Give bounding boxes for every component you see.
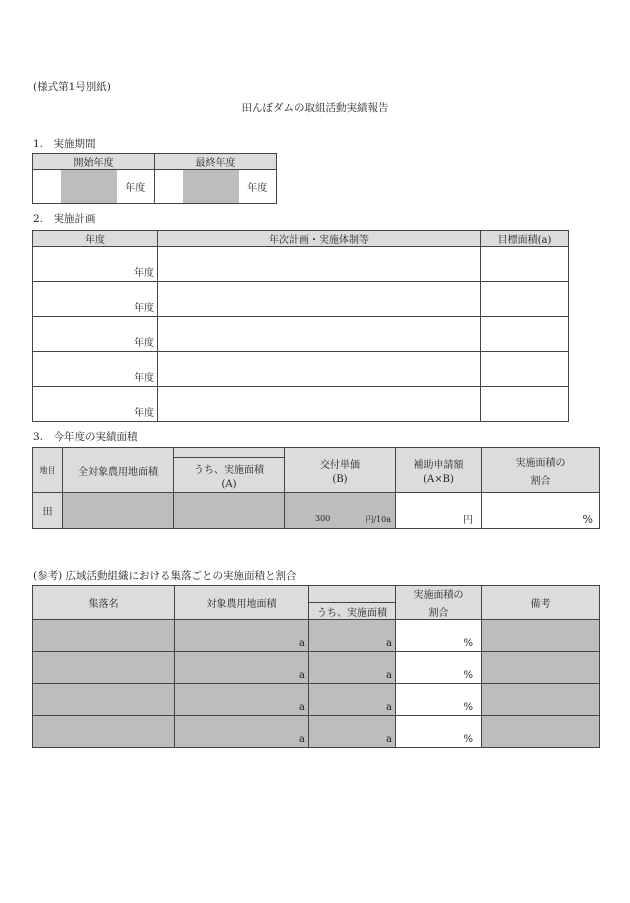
col-sub-area-line1: うち、実施面積 — [194, 464, 264, 476]
ref-note-cell[interactable] — [482, 652, 600, 684]
plan-detail-cell[interactable] — [158, 352, 481, 387]
plan-target-cell[interactable] — [481, 352, 569, 387]
plan-target-cell[interactable] — [481, 247, 569, 282]
unit-price-number: 300 — [315, 514, 331, 523]
ref-name-cell[interactable] — [33, 620, 175, 652]
end-year-suffix: 年度 — [239, 170, 277, 204]
ref-col-note: 備考 — [482, 586, 600, 620]
ref-col-name: 集落名 — [33, 586, 175, 620]
col-land-category: 地目 — [33, 448, 63, 493]
col-apply-amount-line1: 補助申請額 — [413, 459, 464, 471]
form-label: (様式第1号別紙) — [33, 81, 111, 93]
plan-target-cell[interactable] — [481, 387, 569, 422]
ratio-value[interactable]: % — [482, 493, 600, 529]
ref-ratio-cell[interactable]: % — [396, 716, 482, 748]
plan-year-cell[interactable]: 年度 — [33, 282, 158, 317]
plan-header-plan: 年次計画・実施体制等 — [158, 231, 481, 247]
col-sub-area — [174, 458, 285, 493]
plan-header-year: 年度 — [33, 231, 158, 247]
sub-area-value[interactable] — [174, 493, 285, 529]
col-sub-area-line2: (A) — [221, 478, 237, 490]
ref-col-ratio-line1: 実施面積の — [413, 590, 464, 601]
col-apply-amount — [396, 448, 482, 493]
ref-col-sub-spacer — [309, 586, 396, 603]
col-ratio-line1: 実施面積の — [515, 457, 566, 469]
ref-note-cell[interactable] — [482, 684, 600, 716]
plan-year-cell[interactable]: 年度 — [33, 317, 158, 352]
ref-col-sub: うち、実施面積 — [309, 603, 396, 620]
unit-price-unit: 円/10a — [365, 515, 391, 524]
ref-note-cell[interactable] — [482, 716, 600, 748]
plan-year-cell[interactable]: 年度 — [33, 387, 158, 422]
col-ratio — [482, 448, 600, 493]
end-year-spacer — [155, 170, 183, 204]
section2-heading: 2. 実施計画 — [33, 213, 96, 225]
plan-year-cell[interactable]: 年度 — [33, 247, 158, 282]
ref-name-cell[interactable] — [33, 652, 175, 684]
ref-col-area: 対象農用地面積 — [175, 586, 309, 620]
plan-header-target: 目標面積(a) — [481, 231, 569, 247]
ref-sub-cell[interactable]: a — [309, 684, 396, 716]
col-apply-amount-line2: (A×B) — [423, 473, 454, 485]
plan-year-cell[interactable]: 年度 — [33, 352, 158, 387]
ref-ratio-cell[interactable]: % — [396, 684, 482, 716]
ref-ratio-cell[interactable]: % — [396, 620, 482, 652]
ref-area-cell[interactable]: a — [175, 716, 309, 748]
total-area-value[interactable] — [63, 493, 174, 529]
ref-sub-cell[interactable]: a — [309, 652, 396, 684]
plan-detail-cell[interactable] — [158, 317, 481, 352]
row-land-paddy: 田 — [33, 493, 63, 529]
col-total-area: 全対象農用地面積 — [63, 448, 174, 493]
ref-name-cell[interactable] — [33, 716, 175, 748]
section1-heading: 1. 実施期間 — [33, 138, 96, 150]
ref-name-cell[interactable] — [33, 684, 175, 716]
reference-table — [32, 585, 600, 748]
plan-detail-cell[interactable] — [158, 247, 481, 282]
ref-note-cell[interactable] — [482, 620, 600, 652]
ref-ratio-cell[interactable]: % — [396, 652, 482, 684]
section3-heading: 3. 今年度の実績面積 — [33, 431, 138, 443]
apply-amount-value[interactable]: 円 — [396, 493, 482, 529]
ref-sub-cell[interactable]: a — [309, 620, 396, 652]
plan-target-cell[interactable] — [481, 282, 569, 317]
ref-col-ratio — [396, 586, 482, 620]
start-year-suffix: 年度 — [117, 170, 155, 204]
ref-area-cell[interactable]: a — [175, 652, 309, 684]
plan-detail-cell[interactable] — [158, 387, 481, 422]
ref-sub-cell[interactable]: a — [309, 716, 396, 748]
start-year-header: 開始年度 — [33, 154, 155, 170]
reference-heading: (参考) 広域活動組織における集落ごとの実施面積と割合 — [33, 570, 297, 582]
plan-target-cell[interactable] — [481, 317, 569, 352]
col-unit-price-line1: 交付単価 — [320, 459, 360, 471]
plan-table — [32, 230, 569, 422]
ref-col-ratio-line2: 割合 — [428, 608, 449, 619]
unit-price-value — [285, 493, 396, 529]
start-year-input[interactable] — [61, 170, 117, 204]
period-table — [32, 153, 277, 204]
col-unit-price — [285, 448, 396, 493]
results-table — [32, 447, 600, 529]
end-year-header: 最終年度 — [155, 154, 277, 170]
col-sub-top-spacer — [174, 448, 285, 458]
col-ratio-line2: 割合 — [530, 475, 551, 487]
ref-area-cell[interactable]: a — [175, 684, 309, 716]
plan-detail-cell[interactable] — [158, 282, 481, 317]
end-year-input[interactable] — [183, 170, 239, 204]
col-unit-price-line2: (B) — [332, 473, 348, 485]
start-year-spacer — [33, 170, 61, 204]
page-title: 田んぼダムの取組活動実績報告 — [241, 102, 389, 114]
ref-area-cell[interactable]: a — [175, 620, 309, 652]
